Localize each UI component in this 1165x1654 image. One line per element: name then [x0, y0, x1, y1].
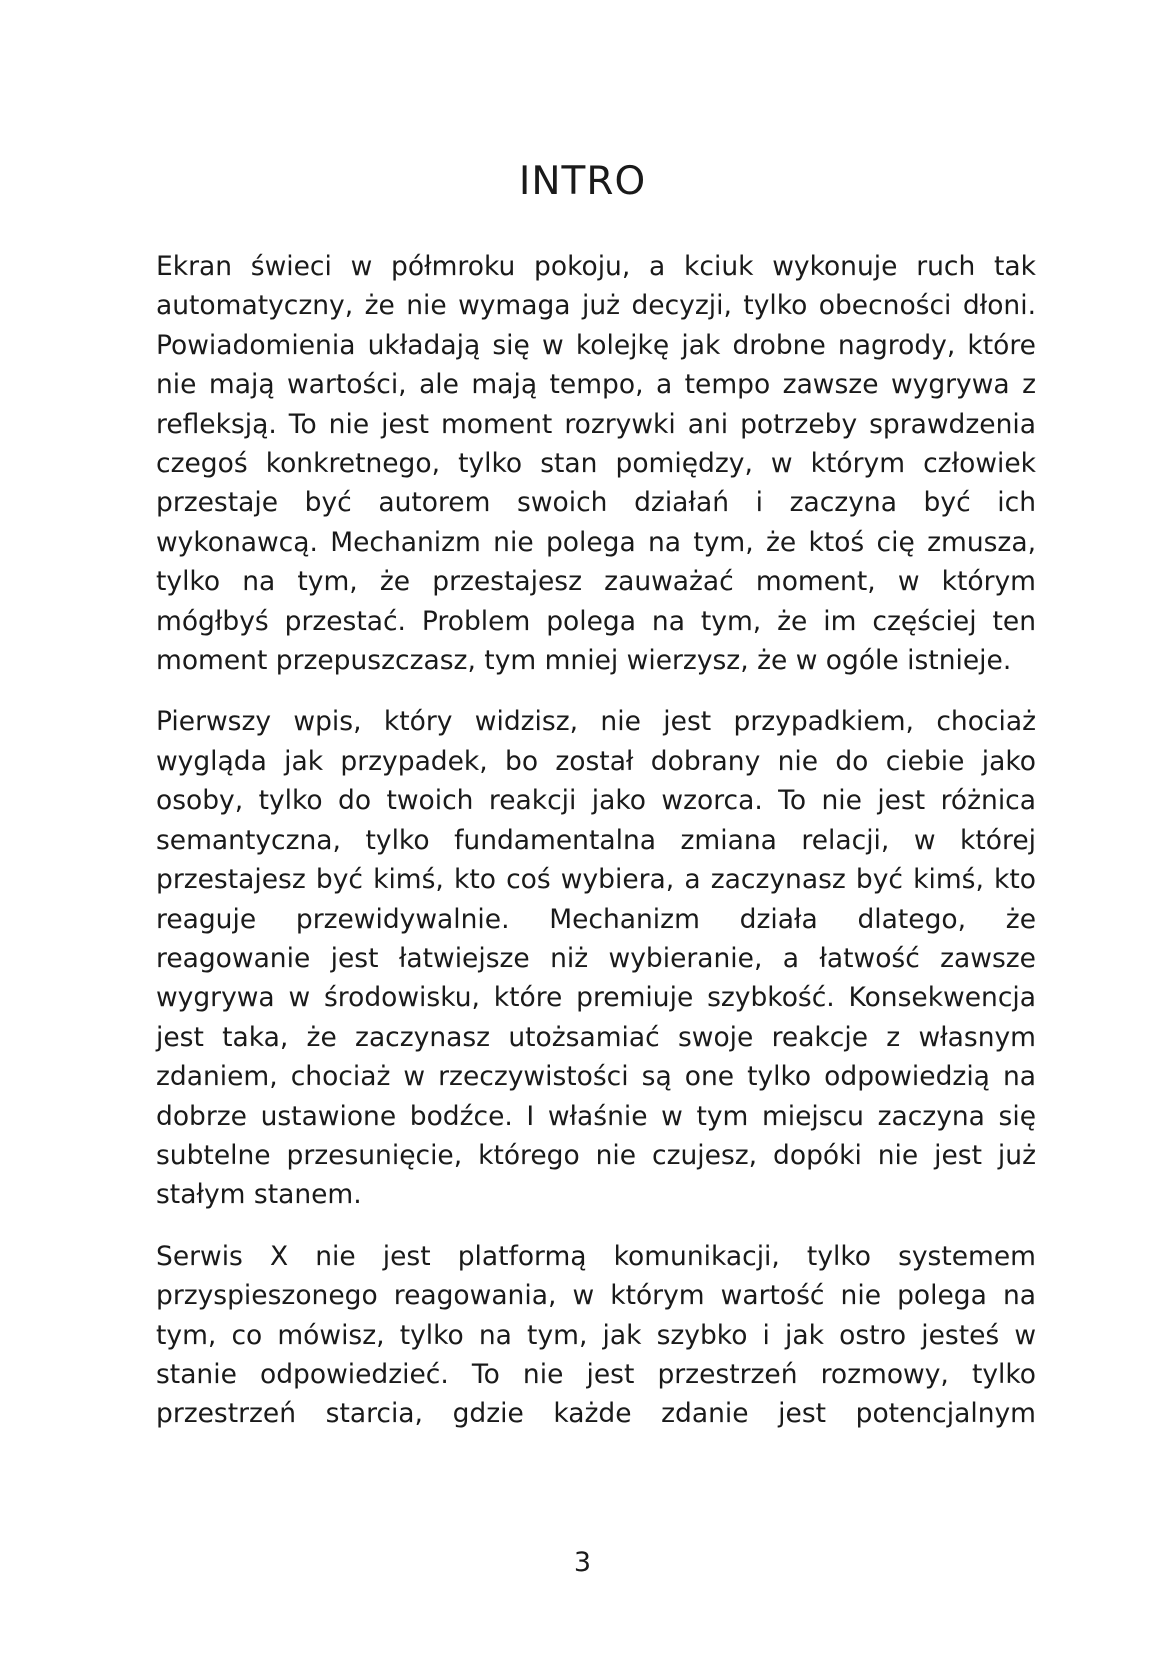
paragraph-3: Serwis X nie jest platformą komunikacji, tylko systemem przyspieszonego reagowania, w którym wartość nie polega na tym, co mówisz, tylko na tym, jak szybko i jak ostro jesteś w stanie odpowiedzieć. To nie jest przestrzeń rozmowy, tylko przestrzeń starcia, gdzie każde zdanie jest potencjalnym: [156, 1240, 1036, 1430]
paragraph-1: Ekran świeci w półmroku pokoju, a kciuk wykonuje ruch tak automatyczny, że nie wymaga już decyzji, tylko obecności dłoni. Powiadomienia układają się w kolejkę jak drobne nagrody, które nie mają wartości, ale mają tempo, a tempo zawsze wygrywa z refleksją. To nie jest moment rozrywki ani potrzeby sprawdzenia czegoś konkretnego, tylko stan pomiędzy, w którym człowiek przestaje być autorem swoich działań i zaczyna być ich wykonawcą. Mechanizm nie polega na tym, że ktoś cię zmusza, tylko na tym, że przestajesz zauważać moment, w którym mógłbyś przestać. Problem polega na tym, że im częściej ten moment przepuszczasz, tym mniej wierzysz, że w ogóle istnieje.: [156, 251, 1036, 677]
body-text: [156, 247, 1036, 1456]
paragraph-2: Pierwszy wpis, który widzisz, nie jest przypadkiem, chociaż wygląda jak przypadek, bo został dobrany nie do ciebie jako osoby, tylko do twoich reakcji jako wzorca. To nie jest różnica semantyczna, tylko fundamentalna zmiana relacji, w której przestajesz być kimś, kto coś wybiera, a zaczynasz być kimś, kto reaguje przewidywalnie. Mechanizm działa dlatego, że reagowanie jest łatwiejsze niż wybieranie, a łatwość zawsze wygrywa w środowisku, które premiuje szybkość. Konsekwencja jest taka, że zaczynasz utożsamiać swoje reakcje z własnym zdaniem, chociaż w rzeczywistości są one tylko odpowiedzią na dobrze ustawione bodźce. I właśnie w tym miejscu zaczyna się subtelne przesunięcie, którego nie czujesz, dopóki nie jest już stałym stanem.: [156, 706, 1036, 1211]
chapter-title: INTRO: [518, 159, 647, 204]
page-number: 3: [573, 1547, 592, 1578]
